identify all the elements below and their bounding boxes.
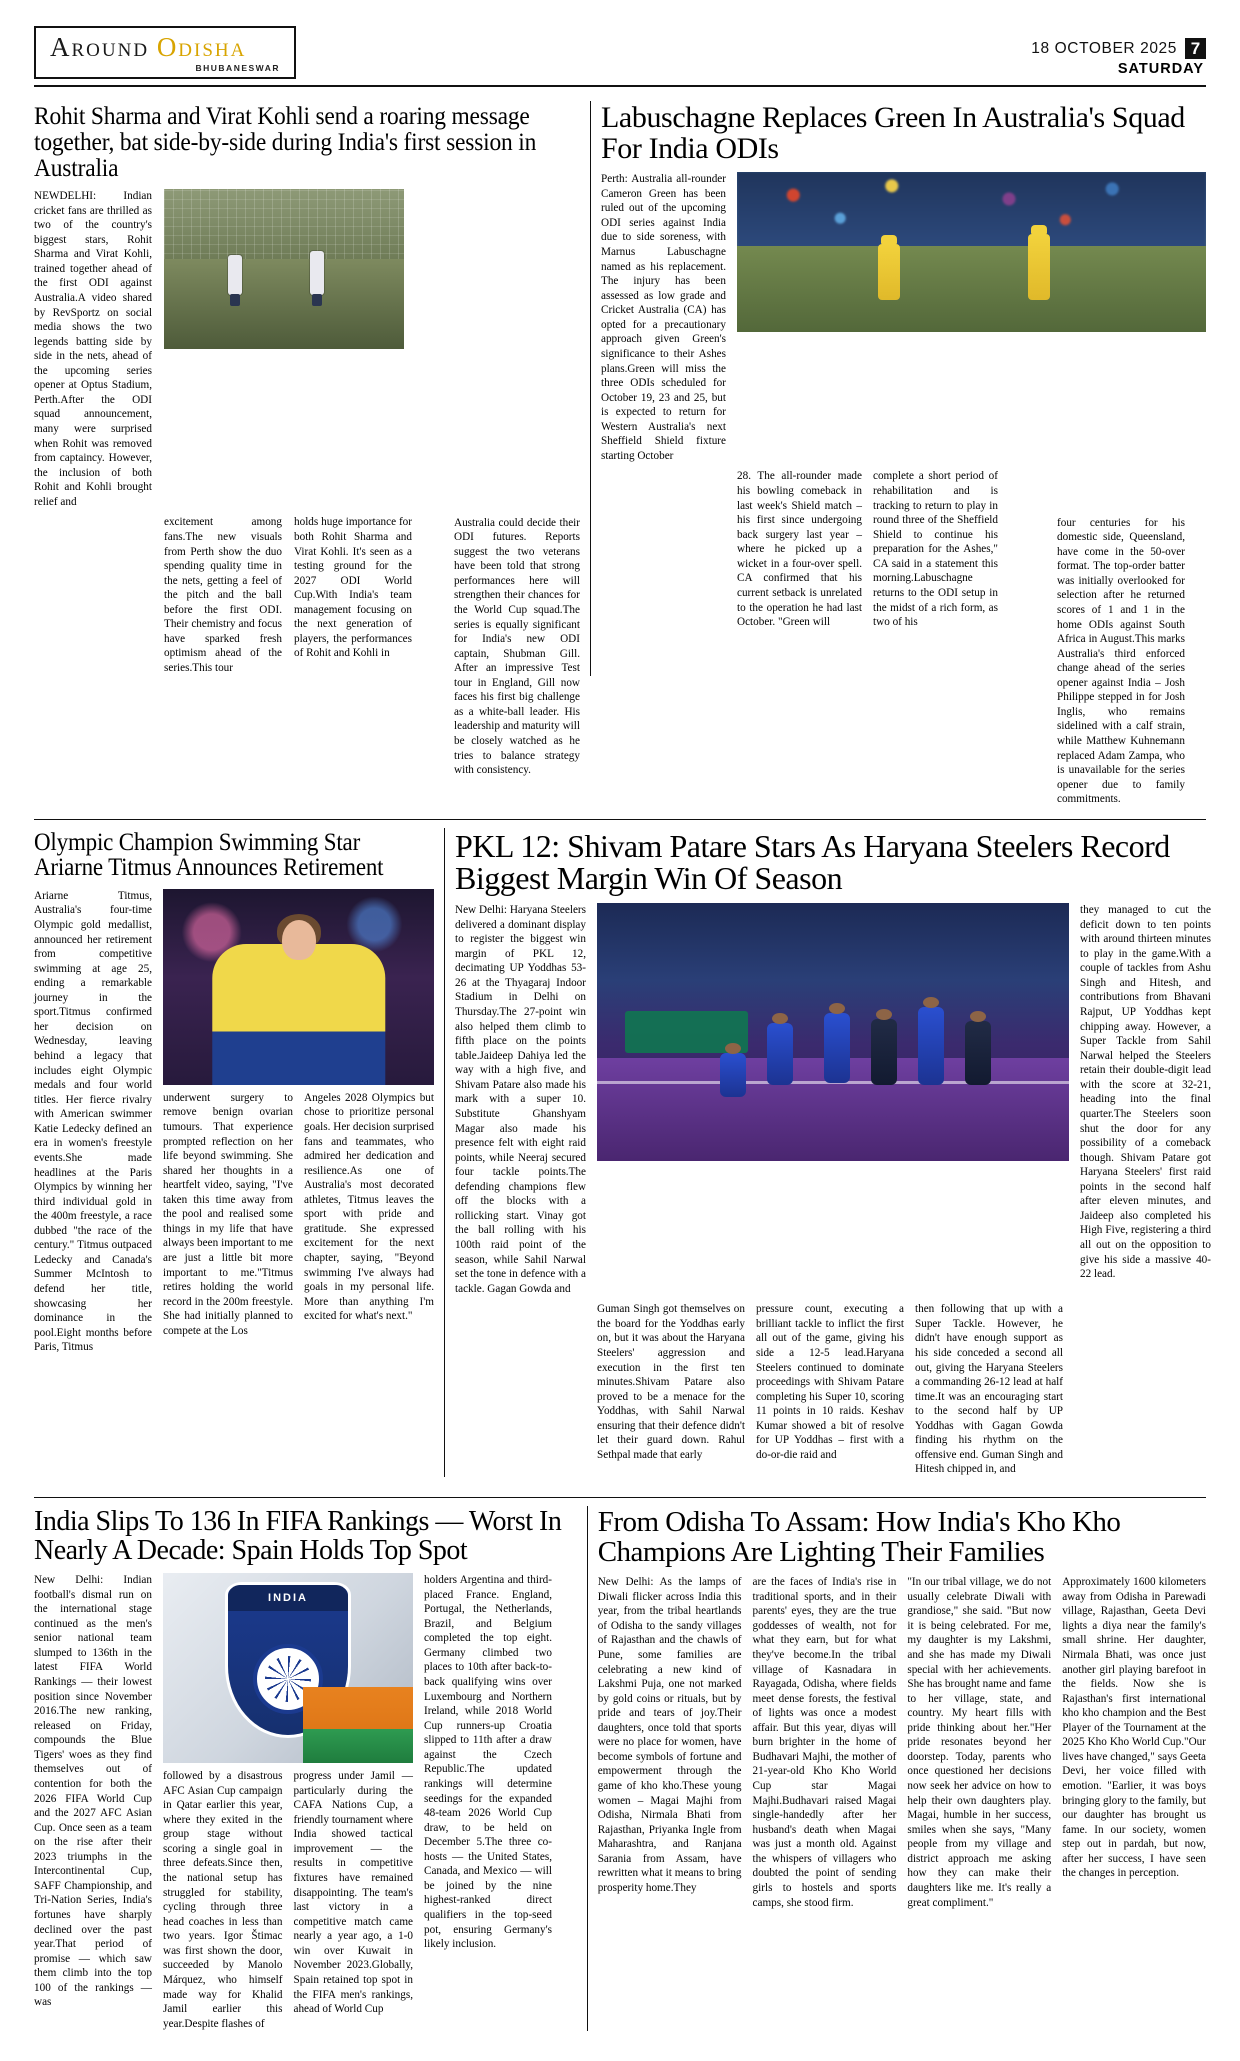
pkl-col-3: pressure count, executing a brilliant tackle to inflict the first all out of the game, giving his side a 12-5 lead.Haryana Steelers continued to dominate proceedings with Shivam Patare completing his Super 10, scoring 11 points in 10 raids. Keshav Kumar showed a bit of resolve for UP Yoddhas – first with a do-or-die raid and [756,1303,904,1461]
rohit-col-4: Australia could decide their ODI futures. Reports suggest the two veterans have been told that strong performances here will strengthen their chances for the World Cup squad.The series is equally significant for India's new ODI captain, Shubman Gill. After an impressive Test tour in England, Gill now faces his first big challenge as a white-ball leader. His leadership and maturity will be closely watched as he tries to balance strategy with consistency. [454,516,580,777]
labuschagne-col-4: four centuries for his domestic side, Queensland, have come in the 50-over format. The top-order batter was initially overlooked for selection after he returned scores of 1 and 1 in the home ODIs against South Africa in August.This marks Australia's third enforced change ahead of the series opener against India – Josh Philippe stepped in for Josh Inglis, who remains sidelined with a calf strain, while Matthew Kuhnemann replaced Adam Zampa, who is unavailable for the series opener due to family commitments. [1057,516,1185,806]
logo-word-odisha: Odisha [156,32,247,62]
headline-pkl: PKL 12: Shivam Patare Stars As Haryana Steelers Record Biggest Margin Win Of Season [455,827,1170,897]
rohit-col-2: excitement among fans.The new visuals from Perth show the duo spending quality time in the nets, getting a feel of the pitch and the ball before the first ODI. Their chemistry and focus have sparked fresh optimism ahead of the series.This tour [164,516,282,674]
story-kho-kho [598,1498,1206,2041]
khokho-col-2: are the faces of India's rise in traditional sports, and in their parents' eyes, they are the true goddesses of wealth, not for what they earn, but for what they've become.In the tribal village of Kasnadara in Rayagada, Odisha, where fields meet dense forests, the festival of lights was once a modest affair. But this year, diyas will burn brighter in the home of Budhavari Majhi, the mother of 21-year-old Kho Kho World Cup star Magai Majhi.Budhavari raised Magai single-handedly after her husband's death when Magai was just a month old. Against the whispers of villagers who doubted the point of sending girls to hostels and sports camps, she stood firm. [752,1576,897,1909]
india-football-crest-photo [163,1573,413,1763]
labuschagne-batting-photo [737,172,1206,332]
headline-rohit-kohli: Rohit Sharma and Virat Kohli send a roaring message together, bat side-by-side during India's first session in Australia [34,101,537,182]
rohit-col-3: holds huge importance for both Rohit Sharma and Virat Kohli. It's seen as a testing ground for the 2027 ODI World Cup.With India's team management focusing on the next generation of players, the performances of Rohit and Kohli in [294,516,412,660]
band-middle [34,820,1211,1487]
publication-logo [34,26,296,79]
pkl-col-4: then following that up with a Super Tackle. However, he didn't have enough support as his side conceded a second all out, giving the Haryana Steelers a commanding 26-12 lead at half time.It was an encouraging start to the second half by UP Yoddhas with Gagan Gowda finding his rhythm on the offensive end. Guman Singh and Hitesh chipped in, and [915,1303,1063,1476]
story-rohit-kohli [34,93,580,686]
story-labuschagne [601,93,1206,686]
story-fifa-ranking [34,1498,577,2041]
labuschagne-col-1: Perth: Australia all-rounder Cameron Green has been ruled out of the upcoming ODI series against India due to side soreness, with Marnus Labuschagne named as his replacement. The injury has been assessed as low grade and Cricket Australia (CA) has opted for a precautionary approach given Green's significance to their Ashes plans.Green will miss the three ODIs scheduled for October 19, 23 and 25, but is expected to return for Western Australia's next Sheffield Shield fixture starting October [601,173,726,462]
masthead [34,26,1206,83]
story-pkl [455,820,1211,1487]
story-titmus [34,820,434,1487]
labuschagne-col-3: complete a short period of rehabilitation and is tracking to return to play in round three of the Sheffield Shield to continue his preparation for the Ashes," CA said in a statement this morning.Labuschagne returns to the ODI setup in the midst of a rich form, as two of his [873,470,998,629]
weekday: SATURDAY [1117,61,1204,77]
page-number: 7 [1185,38,1206,59]
rohit-col-1: NEWDELHI: Indian cricket fans are thrilled as two of the country's biggest stars, Rohit Sharma and Virat Kohli, trained together ahead of the first ODI against Australia.A video shared by RevSportz on social media shows the two legends batting side by side in the nets, ahead of the upcoming series opener at Optus Stadium, Perth.After the ODI squad announcement, many were surprised when Rohit was removed from captaincy. However, the inclusion of both Rohit and Kohli brought relief and [34,190,152,508]
divider-vertical-3 [587,1506,588,2031]
khokho-col-3: "In our tribal village, we do not usually celebrate Diwali with grandiose," she said. "But now it is being celebrated. For me, my daughter is my Lakshmi, and she has made my Diwali special with her achievements. She has brought name and fame to her village, state, and country. My heart fills with pride thinking about her."Her pride resonates beyond her doorstep. Today, parents who once questioned her decisions now seek her advice on how to help their own daughters play. Magai, humble in her success, smiles when she says, "Many people from my village and district approach me asking how they can make their daughters like me. It's really a great compliment." [907,1576,1052,1909]
cricket-nets-photo [164,189,404,349]
pkl-col-2: Guman Singh got themselves on the board for the Yoddhas early on, but it was about the Haryana Steelers' aggression and execution in the first ten minutes.Shivam Patare also proved to be a menace for the Yoddhas, with Sahil Narwal ensuring that their defence didn't let their guard down. Rahul Sethpal made that early [597,1303,745,1461]
fifa-col-2: followed by a disastrous AFC Asian Cup campaign in Qatar earlier this year, where they exited in the group stage without scoring a single goal in three defeats.Since then, the national setup has struggled for stability, cycling through three head coaches in less than two years. Igor Štimac was first shown the door, succeeded by Manolo Márquez, who himself made way for Khalid Jamil earlier this year.Despite flashes of [163,1770,283,2030]
masthead-rule [34,85,1206,87]
crest-label: INDIA [228,1585,348,1611]
titmus-col-1: Ariarne Titmus, Australia's four-time Olympic gold medallist, announced her retirement from competitive swimming at age 25, ending a remarkable journey in the sport.Titmus confirmed her decision on Wednesday, leaving behind a legacy that includes eight Olympic medals and four world titles. Her fierce rivalry with American swimmer Katie Ledecky defined an era in women's freestyle events.She made headlines at the Paris Olympics by winning her third individual gold in the 400m freestyle, a race dubbed "the race of the century." Titmus outpaced Ledecky and Canada's Summer McIntosh to defend her title, showcasing her dominance in the pool.Eight months before Paris, Titmus [34,889,152,1354]
kabaddi-match-photo [597,903,1069,1161]
divider-vertical [590,101,591,676]
pkl-col-5: they managed to cut the deficit down to ten points with around thirteen minutes to play in the game.With a couple of tackles from Ashu Singh and Hitesh, and contributions from Bhavani Rajput, UP Yoddhas kept chipping away. However, a Super Tackle from Sahil Narwal helped the Steelers retain their double-digit lead with the score at 32-21, heading into the final quarter.The Steelers soon shut the door for any possibility of a comeback though. Shivam Patare got Haryana Steelers' first raid points in the second half after eleven minutes, and Jaideep also completed his High Five, registering a third all out on the opposition to give his side a massive 40-22 lead. [1080,904,1211,1281]
band-bottom [34,1498,1206,2041]
fifa-col-1: New Delhi: Indian football's dismal run on the international stage continued as the men's senior national team slumped to 136th in the latest FIFA World Rankings — their lowest position since November 2016.The new ranking, released on Friday, compounds the Blue Tigers' woes as they find themselves out of contention for both the 2026 FIFA World Cup and the 2027 AFC Asian Cup. Once seen as a team on the rise after their 2023 triumphs in the Intercontinental Cup, SAFF Championship, and Tri-Nation Series, India's fortunes have sharply declined over the past year.That period of promise — which saw them climb into the top 100 of the rankings — was [34,1574,152,2009]
headline-labuschagne: Labuschagne Replaces Green In Australia's Squad For India ODIs [601,101,1185,165]
labuschagne-col-2: 28. The all-rounder made his bowling comeback in last week's Shield match – his first since undergoing back surgery last year – where he picked up a wicket in a four-over spell. CA confirmed that his current setback is unrelated to the operation he had last October. "Green will [737,470,862,629]
titmus-col-3: Angeles 2028 Olympics but chose to prioritize personal goals. Her decision surprised fans and teammates, who admired her dedication and resilience.As one of Australia's most decorated athletes, Titmus leaves the sport with pride and gratitude. She expressed excitement for the next chapter, saying, "Beyond swimming I've always had goals in my personal life. More than anything I'm excited for what's next." [304,1091,434,1323]
divider-vertical-2 [444,828,445,1477]
khokho-col-1: New Delhi: As the lamps of Diwali flicker across India this year, from the tribal heartlands of Odisha to the sandy villages of Rajasthan and the chawls of Pune, some families are celebrating a new kind of Lakshmi Puja, one not marked by gold coins or rituals, but by pride and tears of joy.Their daughters, once told that sports were no place for women, have become symbols of fortune and empowerment through the game of kho kho.These young women – Magai Majhi from Odisha, Nirmala Bhati from Rajasthan, Priyanka Ingle from Maharashtra, and Ranjana Sarania from Assam, have rewritten what it means to bring prosperity home.They [597,1576,742,1894]
logo-city: BHUBANESWAR [195,63,280,73]
khokho-col-4: Approximately 1600 kilometers away from Odisha in Parewadi village, Rajasthan, Geeta Devi lights a diya near the family's small shrine. Her daughter, Nirmala Bhati, was once just another girl playing barefoot in the fields. Now she is Rajasthan's first international kho kho champion and the Best Player of the Tournament at the 2025 Kho Kho World Cup."Our lives have changed," says Geeta Devi, her voice filled with emotion. "Earlier, it was boys bringing glory to the family, but our daughter has brought us fame. In our society, women step out in pardah, but now, after her success, I have seen the changes in perception. [1062,1576,1207,1880]
issue-date: 18 OCTOBER 2025 [1031,39,1177,57]
headline-fifa-ranking: India Slips To 136 In FIFA Rankings — Worst In Nearly A Decade: Spain Holds Top Spot [34,1506,562,1566]
date-block [1031,26,1206,77]
headline-kho-kho: From Odisha To Assam: How India's Kho Kho Champions Are Lighting Their Families [597,1506,1121,1568]
fifa-col-4: holders Argentina and third-placed France. England, Portugal, the Netherlands, Brazil, and Belgium completed the top eight. Germany climbed two places to 10th after back-to-back qualifying wins over Luxembourg and Northern Ireland, while 2018 World Cup runners-up Croatia slipped to 11th after a draw against the Czech Republic.The updated rankings will determine seedings for the expanded 48-team 2026 World Cup draw, to be held on December 5.The three co-hosts — the United States, Canada, and Mexico — will be joined by the nine highest-ranked direct qualifiers in the top-seed pot, ensuring Germany's likely inclusion. [424,1574,552,1951]
pkl-col-1: New Delhi: Haryana Steelers delivered a dominant display to register the biggest win margin of PKL 12, decimating UP Yoddhas 53-26 at the Thyagaraj Indoor Stadium in Delhi on Thursday.The 27-point win also helped them climb to fifth place on the points table.Jaideep Dahiya led the way with a high five, and Shivam Patare also made his mark with a super 10. Substitute Ghanshyam Magar also made his presence felt with eight raid points, while Neeraj secured four tackle points.The defending champions flew off the blocks with a rollicking start. Vinay got the ball rolling with his 100th raid point of the season, while Sahil Narwal set the tone in defence with a tackle. Gagan Gowda and [455,904,586,1295]
headline-titmus: Olympic Champion Swimming Star Ariarne Titmus Announces Retirement [34,828,384,882]
ariarne-titmus-photo [163,889,434,1085]
titmus-col-2: underwent surgery to remove benign ovarian tumours. That experience prompted reflection on her life beyond swimming. She shared her thoughts in a heartfelt video, saying, "I've taken this time away from the pool and realised some things in my life that have always been important to me are just a little bit more important to me."Titmus retires holding the world record in the 200m freestyle. She had initially planned to compete at the Los [163,1091,293,1337]
logo-word-around: Around [50,32,150,62]
fifa-col-3: progress under Jamil — particularly during the CAFA Nations Cup, a friendly tournament where India showed tactical improvement — the results in competitive fixtures have remained disappointing. The team's last victory in a competitive match came nearly a year ago, a 1-0 win over Kuwait in November 2023.Globally, Spain retained top spot in the FIFA men's rankings, ahead of World Cup [293,1770,413,2016]
band-top [34,93,1206,686]
